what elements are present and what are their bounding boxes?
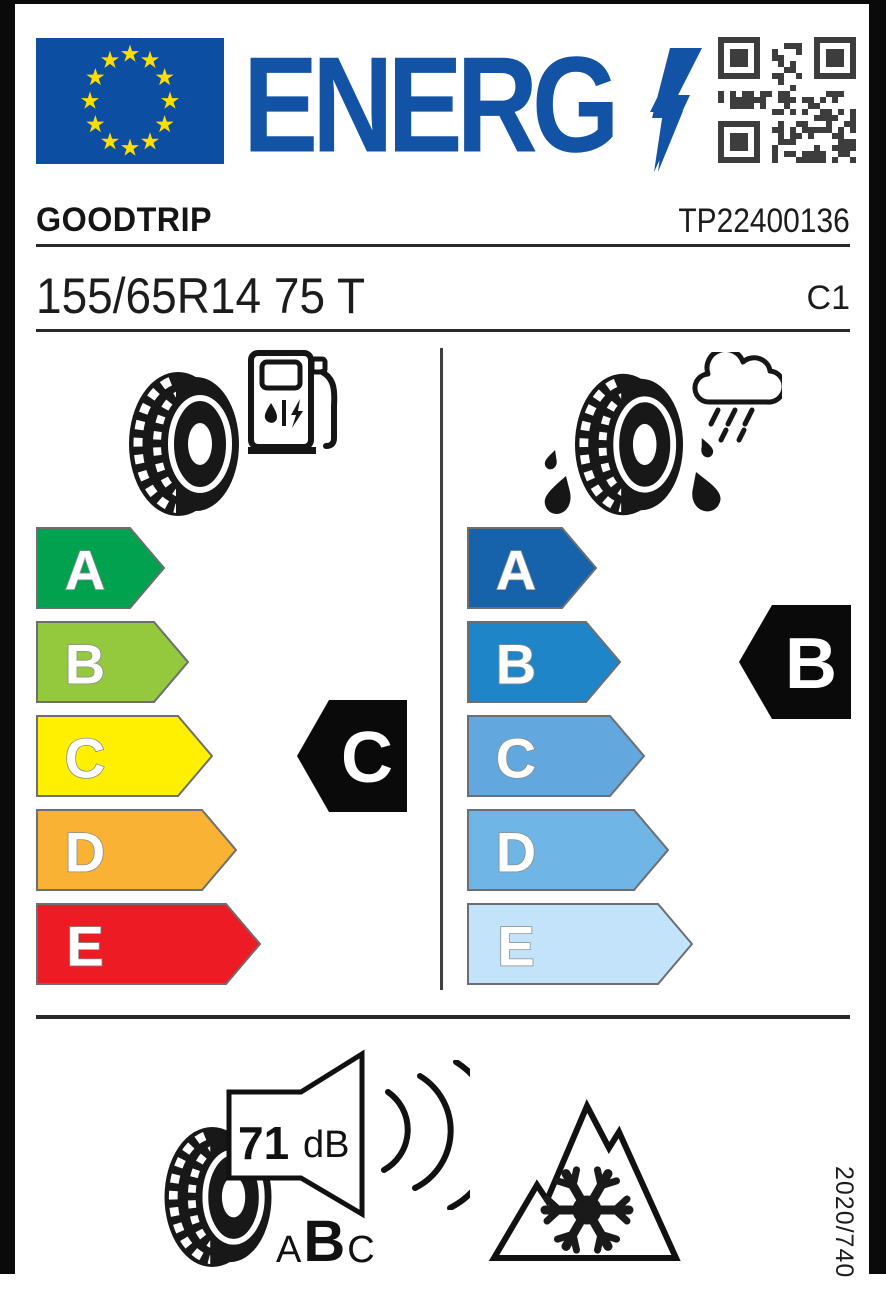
grade-letter-d: D [495, 820, 537, 884]
noise-unit: dB [303, 1124, 350, 1166]
fuel-pump-icon [248, 348, 340, 454]
lightning-bolt-icon [648, 48, 702, 172]
tire-icon [128, 371, 240, 517]
sound-waves-icon [374, 1060, 470, 1210]
regulation-number: 2020/740 [830, 1166, 858, 1279]
fuel-efficiency-scale [36, 524, 298, 990]
noise-value: 71 [238, 1117, 290, 1169]
grade-letter-b: B [64, 632, 106, 696]
tyre-dimensions: 155/65R14 75 T [36, 268, 366, 324]
divider-line [36, 329, 850, 332]
qr-code [718, 37, 856, 163]
grade-letter-c: C [64, 726, 106, 790]
grade-letter-c: C [495, 726, 537, 790]
grade-letter-a: A [495, 538, 537, 602]
rain-cloud-icon [686, 352, 782, 444]
grade-arrow-c [37, 716, 212, 796]
wet-grip-rating-indicator [739, 605, 851, 719]
grade-letter-b: B [495, 632, 537, 696]
grade-arrow-b [37, 622, 188, 702]
noise-class-a: A [276, 1229, 302, 1272]
column-divider [440, 348, 443, 990]
grade-arrow-b [468, 622, 620, 702]
noise-class-c: C [347, 1229, 375, 1272]
grade-letter-a: A [64, 538, 106, 602]
label-code: TP22400136 [678, 202, 850, 240]
energy-logo-text: ENERG [243, 27, 614, 181]
eu-flag-icon [36, 38, 224, 164]
water-splash-icon [684, 436, 736, 520]
divider-line [36, 1015, 850, 1019]
wet-grip-scale [467, 524, 729, 990]
fuel-rating-letter: C [341, 718, 393, 798]
frame-left-border [0, 0, 15, 1274]
divider-line [36, 244, 850, 247]
frame-right-border [869, 0, 886, 1274]
grade-letter-d: D [64, 820, 106, 884]
snowflake-mountain-icon [482, 1090, 686, 1266]
vehicle-class: C1 [806, 279, 850, 317]
frame-top-border [0, 0, 886, 4]
water-splash-icon [532, 448, 582, 520]
grade-letter-e: E [497, 914, 535, 978]
fuel-efficiency-rating-indicator [297, 700, 407, 812]
noise-class-letters [276, 1208, 375, 1274]
tire-icon [574, 372, 684, 517]
grade-letter-e: E [66, 914, 104, 978]
grade-arrow-c [468, 716, 644, 796]
wet-grip-rating-letter: B [785, 624, 837, 704]
brand-name: GOODTRIP [36, 201, 213, 239]
noise-class-b: B [303, 1208, 346, 1274]
